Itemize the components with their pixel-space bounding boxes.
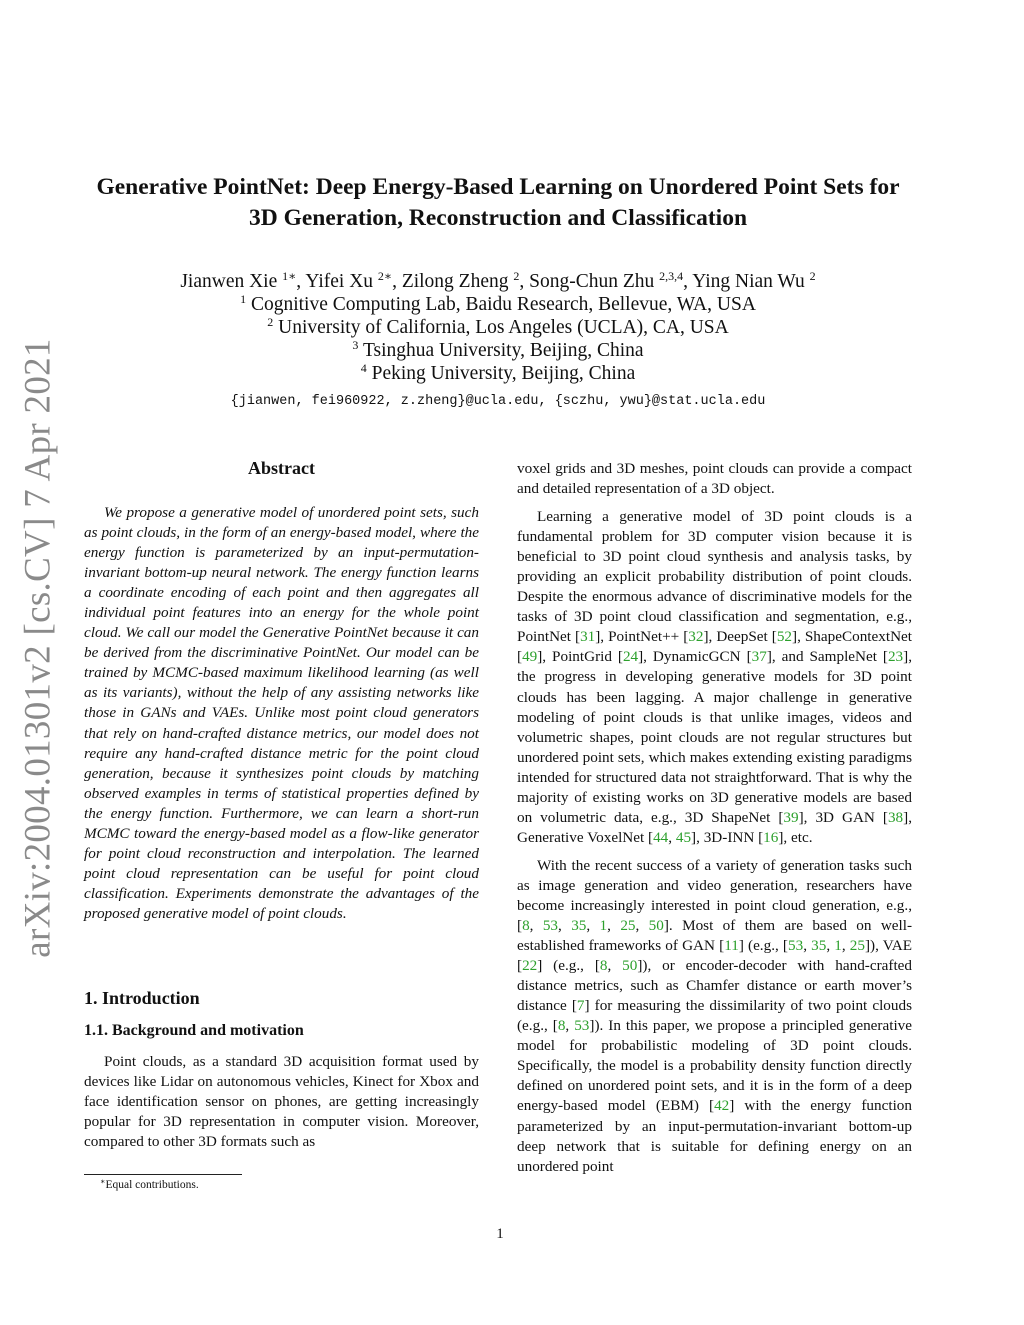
citation-link[interactable]: 53	[574, 1017, 590, 1035]
affiliation-text: Peking University, Beijing, China	[371, 363, 636, 384]
citation-link[interactable]: 39	[783, 808, 799, 826]
title-line-1: Generative PointNet: Deep Energy-Based Learning on Unordered Point Sets for	[96, 174, 900, 200]
author-list: Jianwen Xie $^{1∗}$, Yifei Xu $^{2∗}$, Zilong Zheng $^2$, Song-Chun Zhu $^{2,3,4}$, Ying Nian Wu $^2$	[180, 269, 816, 292]
author-name: Yifei Xu	[305, 271, 374, 292]
citation-link[interactable]: 1	[599, 917, 608, 935]
affiliation-sup: 2	[267, 315, 274, 329]
author-name: Song-Chun Zhu	[529, 271, 655, 292]
author-block	[100, 270, 896, 385]
citation-link[interactable]: 11	[724, 937, 739, 955]
footnote	[100, 1178, 199, 1193]
affiliation	[100, 316, 896, 339]
footnote-mark: ∗	[100, 1177, 106, 1186]
citation-link[interactable]: 25	[620, 917, 636, 935]
affiliation	[100, 362, 896, 385]
citation-link[interactable]: 32	[688, 628, 704, 646]
left-column	[84, 456, 479, 1152]
author-sup: 2∗	[377, 269, 393, 283]
intro-paragraph-1: Point clouds, as a standard 3D acquisition format used by devices like Lidar on autonomous vehicles, Kinect for Xbox and face identification sensor on phones, are getting increasingly popular for 3D representation in computer vision. Moreover, compared to other 3D formats such as	[84, 1052, 479, 1151]
affiliation	[100, 339, 896, 362]
author-sup: 2	[809, 269, 816, 283]
citation-link[interactable]: 52	[776, 628, 793, 646]
abstract-heading: Abstract	[248, 458, 315, 478]
footnote-text: Equal contributions.	[105, 1179, 199, 1191]
citation-link[interactable]: 50	[648, 917, 664, 935]
intro-paragraph-1-continued: voxel grids and 3D meshes, point clouds can provide a compact and detailed representation of a 3D object.	[517, 460, 912, 498]
citation-link[interactable]: 25	[849, 937, 865, 955]
arxiv-identifier: arXiv:2004.01301v2 [cs.CV] 7 Apr 2021	[17, 338, 59, 958]
affiliation	[100, 293, 896, 316]
affiliation-sup: 1	[240, 292, 247, 306]
affiliation-sup: 3	[352, 338, 359, 352]
paper-title	[60, 172, 936, 234]
citation-link[interactable]: 8	[599, 957, 608, 975]
citation-link[interactable]: 35	[811, 937, 827, 955]
citation-link[interactable]: 35	[571, 917, 587, 935]
affiliation-text: Tsinghua University, Beijing, China	[362, 340, 644, 361]
affiliation-text: Cognitive Computing Lab, Baidu Research, Bellevue, WA, USA	[250, 294, 756, 315]
citation-link[interactable]: 44	[653, 828, 669, 846]
citation-link[interactable]: 1	[834, 937, 842, 955]
author-sup: 1∗	[282, 269, 297, 283]
citation-link[interactable]: 8	[557, 1017, 566, 1035]
abstract-text: We propose a generative model of unordered point sets, such as point clouds, in the form of an energy-based model, where the energy function is parameterized by an input-permutation-invariant bottom-up neural network. The energy function learns a coordinate encoding of each point and then aggregates all individual point features into an energy for the whole point cloud. We call our model the Generative PointNet because it can be derived from the discriminative PointNet. Our model can be trained by MCMC-based maximum likelihood learning (as well as its variants), without the help of any assisting networks like those in GANs and VAEs. Unlike most point cloud generators that rely on hand-crafted distance metrics, our model does not require any hand-crafted distance metric for the point cloud generation, because it synthesizes point clouds by matching observed examples in terms of statistical properties defined by the energy function. Furthermore, we can learn a short-run MCMC toward the energy-based model as a flow-like generator for point cloud reconstruction and interpolation. The learned point cloud representation can be useful for point cloud classification. Experiments demonstrate the advantages of the proposed generative model of point clouds.	[84, 504, 479, 922]
subsection-heading-background: 1.1. Background and motivation	[84, 1021, 304, 1039]
affiliation-sup: 4	[360, 361, 367, 375]
citation-link[interactable]: 42	[714, 1097, 730, 1115]
citation-link[interactable]: 23	[887, 648, 904, 666]
citation-link[interactable]: 45	[675, 828, 692, 846]
affiliation-text: University of California, Los Angeles (UCLA), CA, USA	[278, 317, 729, 338]
citation-link[interactable]: 7	[576, 997, 585, 1015]
author-emails: {jianwen, fei960922, z.zheng}@ucla.edu, {sczhu, ywu}@stat.ucla.edu	[230, 394, 766, 409]
citation-link[interactable]: 24	[622, 648, 639, 666]
citation-link[interactable]: 31	[580, 628, 596, 646]
citation-link[interactable]: 53	[542, 917, 559, 935]
author-name: Jianwen Xie	[180, 271, 278, 292]
intro-paragraph-3: With the recent success of a variety of generation tasks such as image generation and video generation, researchers have become increasingly interested in point cloud generation, e.g., [8, 53, 35, 1, 25, 50]. Most of them are based on well-established frameworks of GAN [11] (e.g., [53, 35, 1, 25]), VAE [22] (e.g., [8, 50]), or encoder-decoder with hand-crafted distance metrics, such as Chamfer distance or earth mover’s distance [7] for measuring the dissimilarity of two point clouds (e.g., [8, 53]). In this paper, we propose a principled generative model for probabilistic modeling of 3D point clouds. Specifically, the model is a probability density function directly defined on unordered point sets, and it is in the form of a deep energy-based model (EBM) [42] with the energy function parameterized by an input-permutation-invariant bottom-up deep network that is suitable for defining energy on an unordered point	[517, 856, 913, 1175]
page-number: 1	[496, 1226, 504, 1242]
citation-link[interactable]: 22	[522, 957, 538, 975]
citation-link[interactable]: 38	[887, 808, 904, 826]
citation-link[interactable]: 37	[751, 648, 767, 666]
intro-paragraph-2: Learning a generative model of 3D point clouds is a fundamental problem for 3D computer vision because it is beneficial to 3D point cloud synthesis and analysis tasks, by providing an explicit probability distribution of point clouds. Despite the enormous advance of discriminative models for the tasks of 3D point cloud classification and segmentation, e.g., PointNet [31], PointNet++ [32], DeepSet [52], ShapeContextNet [49], PointGrid [24], DynamicGCN [37], and SampleNet [23], the progress in developing generative models for 3D point clouds has been lagging. A major challenge in generative modeling of point clouds is that unlike images, videos and volumetric shapes, point clouds are not regular structures but unordered point sets, which makes extending existing paradigms intended for structured data not straightforward. That is why the majority of existing works on 3D generative models are based on volumetric data, e.g., 3D ShapeNet [39], 3D GAN [38], Generative VoxelNet [44, 45], 3D-INN [16], etc.	[517, 508, 912, 846]
citation-link[interactable]: 8	[522, 917, 530, 935]
citation-link[interactable]: 16	[763, 828, 779, 846]
section-heading-introduction: 1. Introduction	[84, 987, 200, 1008]
footnote-divider	[84, 1174, 242, 1175]
citation-link[interactable]: 50	[622, 957, 638, 975]
author-name: Ying Nian Wu	[692, 271, 805, 292]
author-name: Zilong Zheng	[401, 271, 509, 292]
right-column	[517, 459, 912, 1177]
citation-link[interactable]: 53	[788, 937, 804, 955]
citation-link[interactable]: 49	[522, 648, 538, 666]
title-line-2: 3D Generation, Reconstruction and Classification	[248, 205, 748, 231]
author-sup: 2	[513, 269, 520, 283]
author-sup: 2,3,4	[659, 269, 684, 283]
